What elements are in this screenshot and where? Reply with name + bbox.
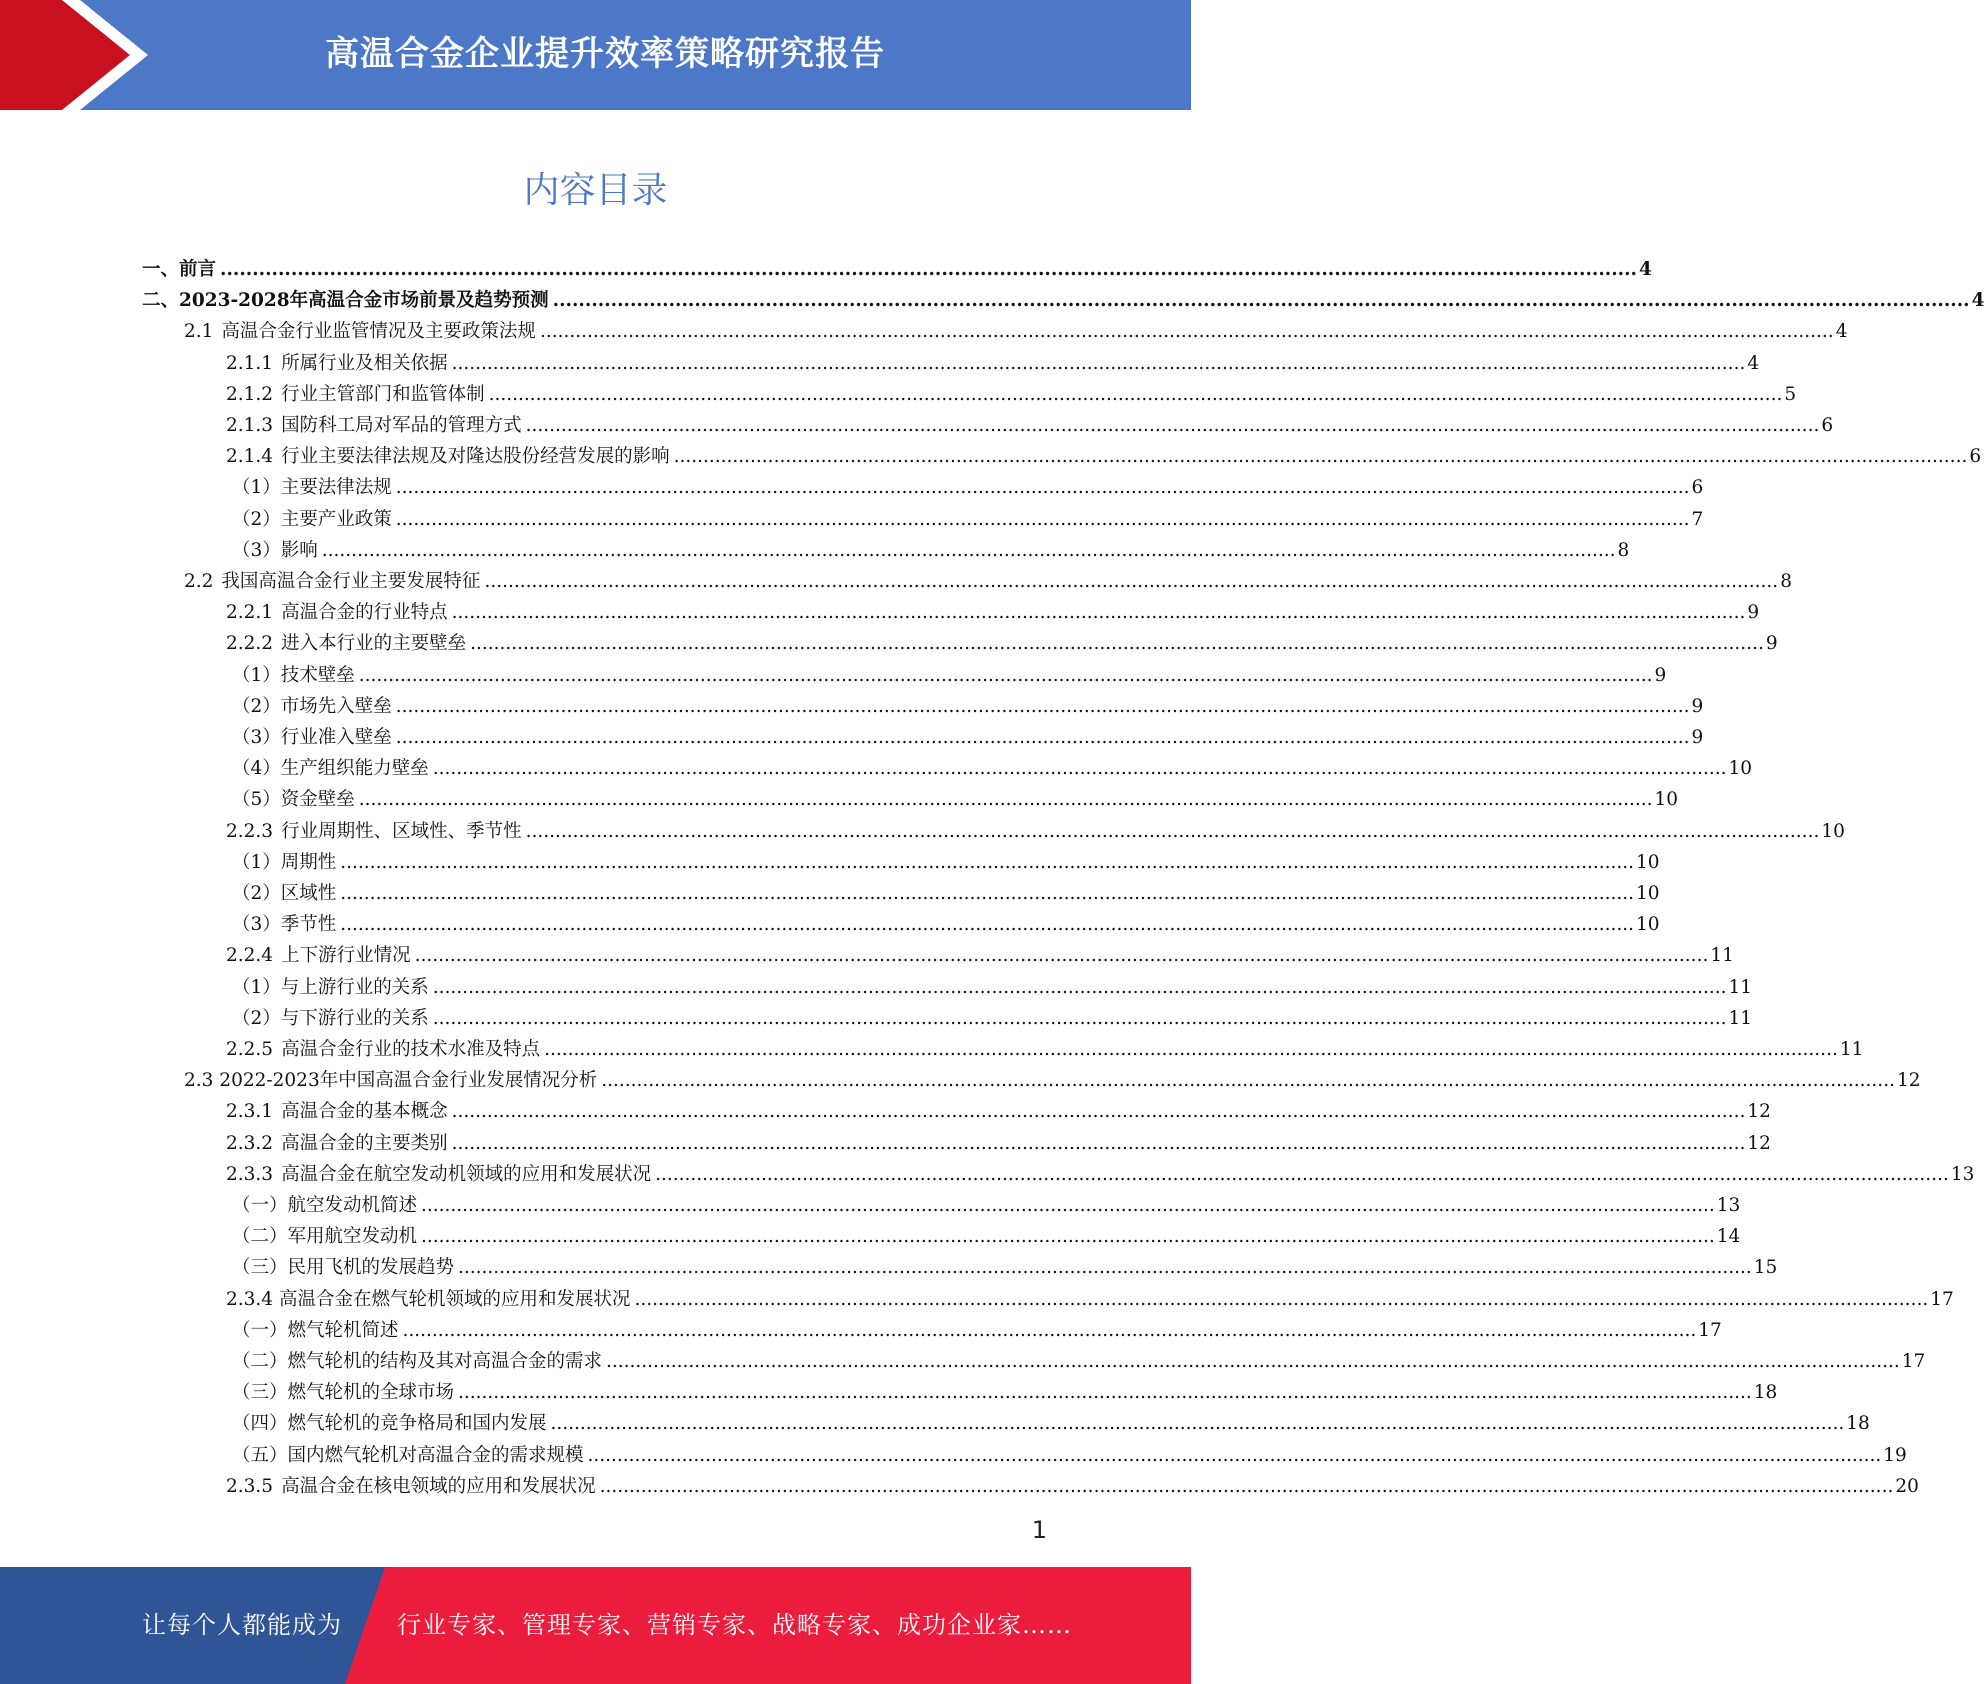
toc-leader-dots: ............................................................................................................................................................................................................................ (634, 1288, 1929, 1310)
toc-entry-title: （2）市场先入壁垒 (232, 695, 392, 717)
toc-entry-page: 13 (1716, 1195, 1741, 1216)
toc-entry-number: 2.1 (184, 321, 214, 343)
toc-entry-page: 4 (1971, 290, 1985, 312)
toc-entry[interactable] (184, 316, 1848, 347)
toc-leader-dots: ............................................................................................................................................................................................................................ (402, 1319, 1697, 1341)
toc-entry-page: 11 (1728, 976, 1753, 998)
toc-entry-title: 高温合金行业监管情况及主要政策法规 (221, 321, 536, 343)
toc-entry-page: 17 (1930, 1288, 1954, 1310)
toc-entry-page: 11 (1728, 1007, 1753, 1029)
toc-entry-title: （四）燃气轮机的竞争格局和国内发展 (232, 1413, 547, 1435)
toc-leader-dots: ............................................................................................................................................................................................................................ (340, 883, 1635, 904)
toc-entry-page: 20 (1895, 1475, 1919, 1497)
toc-leader-dots: ............................................................................................................................................................................................................................ (358, 789, 1653, 811)
toc-leader-dots: ............................................................................................................................................................................................................................ (601, 1070, 1895, 1092)
footer-slogan-left: 让每个人都能成为 (142, 1611, 342, 1639)
toc-entry[interactable] (232, 691, 1704, 722)
toc-heading: 内容目录 (523, 170, 668, 211)
toc-entry-page: 14 (1716, 1226, 1741, 1248)
toc-entry-title: 行业主要法律法规及对隆达股份经营发展的影响 (281, 446, 670, 468)
toc-entry-page: 11 (1710, 945, 1734, 967)
toc-entry-number: 2.2.3 (226, 820, 274, 842)
toc-entry-page: 10 (1821, 820, 1845, 842)
toc-entry-number: 2.1.3 (226, 415, 274, 436)
toc-entry-title: 所属行业及相关依据 (281, 352, 448, 374)
toc-entry[interactable] (226, 379, 1797, 410)
toc-entry-title: 2.3 2022-2023年中国高温合金行业发展情况分析 (184, 1070, 598, 1092)
toc-entry-number: 2.1.1 (226, 352, 274, 374)
toc-entry-number: 2.2.2 (226, 633, 274, 655)
toc-entry-number: 2.2 (184, 571, 214, 592)
toc-entry-title: （1）主要法律法规 (232, 477, 392, 499)
toc-entry-title: 进入本行业的主要壁垒 (281, 633, 467, 655)
toc-entry-page: 6 (1969, 446, 1982, 468)
toc-entry-title: （一）航空发动机简述 (232, 1195, 418, 1216)
toc-entry-page: 10 (1636, 851, 1660, 873)
toc-entry-number: 2.1.2 (226, 383, 274, 405)
toc-entry-number: 2.2.5 (226, 1039, 274, 1060)
toc-entry-title: 二、2023-2028年高温合金市场前景及趋势预测 (142, 290, 549, 312)
toc-leader-dots: ............................................................................................................................................................................................................................ (421, 1226, 1715, 1248)
toc-entry-page: 9 (1691, 727, 1704, 748)
toc-entry-title: （1）技术壁垒 (232, 664, 355, 686)
toc-leader-dots: ............................................................................................................................................................................................................................ (220, 259, 1637, 280)
toc-entry-page: 10 (1636, 883, 1660, 904)
toc-leader-dots: ............................................................................................................................................................................................................................ (550, 1413, 1845, 1435)
toc-entry[interactable] (226, 1034, 1864, 1065)
toc-leader-dots: ............................................................................................................................................................................................................................ (395, 508, 1690, 530)
toc-entry[interactable] (232, 1346, 1926, 1377)
toc-leader-dots: ............................................................................................................................................................................................................................ (432, 758, 1727, 780)
toc-entry-title: 高温合金在核电领域的应用和发展状况 (281, 1475, 596, 1497)
toc-entry-page: 15 (1753, 1257, 1778, 1279)
toc-entry-title: （五）国内燃气轮机对高温合金的需求规模 (232, 1444, 584, 1466)
toc-entry-title: （三）民用飞机的发展趋势 (232, 1257, 455, 1279)
toc-leader-dots: ............................................................................................................................................................................................................................ (673, 446, 1968, 468)
toc-entry-page: 6 (1691, 477, 1704, 499)
toc-entry-title: 我国高温合金行业主要发展特征 (221, 571, 481, 592)
toc-leader-dots: ............................................................................................................................................................................................................................ (488, 383, 1783, 405)
toc-entry-page: 5 (1784, 383, 1797, 405)
toc-entry-title: 高温合金行业的技术水准及特点 (281, 1039, 541, 1060)
toc-entry-title: 高温合金在航空发动机领域的应用和发展状况 (281, 1163, 652, 1185)
toc-entry-title: （1）周期性 (232, 851, 337, 873)
toc-entry-title: （2）与下游行业的关系 (232, 1007, 429, 1029)
toc-leader-dots: ............................................................................................................................................................................................................................ (395, 727, 1690, 748)
toc-entry-page: 9 (1765, 633, 1778, 655)
toc-leader-dots: ............................................................................................................................................................................................................................ (451, 602, 1746, 624)
toc-entry-title: （3）行业准入壁垒 (232, 727, 392, 748)
toc-entry[interactable] (232, 1190, 1741, 1221)
toc-leader-dots: ............................................................................................................................................................................................................................ (340, 851, 1635, 873)
toc-leader-dots: ............................................................................................................................................................................................................................ (432, 976, 1727, 998)
toc-entry-title: （二）燃气轮机的结构及其对高温合金的需求 (232, 1351, 603, 1372)
toc-entry-title: 行业周期性、区域性、季节性 (281, 820, 522, 842)
toc-entry[interactable] (232, 535, 1630, 566)
toc-entry-title: 国防科工局对军品的管理方式 (281, 415, 522, 436)
toc-entry[interactable] (226, 410, 1834, 441)
toc-entry-number: 2.2.4 (226, 945, 274, 967)
toc-leader-dots: ............................................................................................................................................................................................................................ (525, 415, 1820, 436)
toc-entry[interactable] (226, 597, 1760, 628)
toc-entry-page: 8 (1617, 539, 1630, 561)
toc-entry-title: （4）生产组织能力壁垒 (232, 758, 429, 780)
toc-entry-page: 6 (1821, 415, 1834, 436)
toc-entry-title: （2）主要产业政策 (232, 508, 392, 530)
toc-entry-title: 2.3.4 高温合金在燃气轮机领域的应用和发展状况 (226, 1288, 631, 1310)
toc-leader-dots: ............................................................................................................................................................................................................................ (458, 1382, 1752, 1404)
toc-entry[interactable] (232, 753, 1753, 784)
toc-entry-page: 4 (1638, 259, 1652, 280)
toc-entry[interactable] (184, 1065, 1921, 1096)
toc-leader-dots: ............................................................................................................................................................................................................................ (655, 1163, 1949, 1185)
toc-entry-title: 高温合金的行业特点 (281, 602, 448, 624)
toc-entry[interactable] (226, 441, 1982, 472)
toc-entry[interactable] (232, 878, 1660, 909)
toc-entry[interactable] (232, 1315, 1722, 1346)
page-number: 1 (1031, 1516, 1047, 1544)
toc-entry-number: 2.2.1 (226, 602, 274, 624)
toc-leader-dots: ............................................................................................................................................................................................................................ (539, 321, 1834, 343)
toc-entry-number: 2.3.1 (226, 1101, 274, 1123)
toc-entry[interactable] (226, 1159, 1975, 1190)
toc-entry-page: 12 (1747, 1101, 1771, 1123)
toc-entry-page: 18 (1846, 1413, 1870, 1435)
toc-leader-dots: ............................................................................................................................................................................................................................ (470, 633, 1764, 655)
toc-entry[interactable] (142, 285, 1985, 316)
toc-entry[interactable] (226, 628, 1778, 659)
toc-entry[interactable] (226, 940, 1734, 971)
toc-entry-page: 18 (1753, 1382, 1778, 1404)
page-header (0, 0, 1191, 110)
toc-leader-dots: ............................................................................................................................................................................................................................ (484, 571, 1779, 592)
toc-leader-dots: ............................................................................................................................................................................................................................ (451, 1101, 1746, 1123)
toc-entry-page: 9 (1747, 602, 1760, 624)
toc-entry-page: 13 (1950, 1163, 1975, 1185)
toc-entry-page: 4 (1835, 321, 1848, 343)
toc-entry-page: 10 (1636, 914, 1660, 936)
toc-entry[interactable] (232, 1221, 1741, 1252)
toc-entry[interactable] (232, 722, 1704, 753)
toc-entry[interactable] (226, 816, 1845, 847)
toc-leader-dots: ............................................................................................................................................................................................................................ (421, 1195, 1715, 1216)
red-chevron-decoration (0, 0, 160, 110)
toc-leader-dots: ............................................................................................................................................................................................................................ (552, 290, 1970, 312)
toc-entry-title: （5）资金壁垒 (232, 789, 355, 811)
toc-entry-page: 8 (1780, 571, 1792, 592)
toc-leader-dots: ............................................................................................................................................................................................................................ (358, 664, 1653, 686)
toc-entry-title: （二）军用航空发动机 (232, 1226, 418, 1248)
toc-leader-dots: ............................................................................................................................................................................................................................ (321, 539, 1616, 561)
toc-entry[interactable] (232, 1377, 1778, 1408)
toc-entry-page: 19 (1883, 1444, 1907, 1466)
toc-entry-number: 2.3.2 (226, 1132, 274, 1154)
toc-leader-dots: ............................................................................................................................................................................................................................ (587, 1444, 1882, 1466)
toc-entry[interactable] (232, 472, 1704, 503)
toc-entry[interactable] (232, 504, 1704, 535)
toc-entry[interactable] (232, 972, 1753, 1003)
toc-entry[interactable] (226, 1096, 1771, 1127)
toc-entry[interactable] (142, 254, 1652, 285)
toc-entry-page: 11 (1839, 1039, 1864, 1060)
toc-entry[interactable] (232, 1440, 1907, 1471)
toc-entry[interactable] (226, 1284, 1954, 1315)
toc-leader-dots: ............................................................................................................................................................................................................................ (432, 1007, 1727, 1029)
report-title: 高温合金企业提升效率策略研究报告 (325, 34, 885, 74)
toc-entry[interactable] (232, 847, 1660, 878)
toc-entry[interactable] (232, 1408, 1870, 1439)
toc-entry[interactable] (232, 784, 1679, 815)
toc-entry-title: （一）燃气轮机简述 (232, 1319, 399, 1341)
page-footer (0, 1567, 1191, 1684)
toc-entry-number: 2.1.4 (226, 446, 274, 468)
toc-leader-dots: ............................................................................................................................................................................................................................ (599, 1475, 1894, 1497)
toc-entry-title: （3）季节性 (232, 914, 337, 936)
toc-entry-page: 12 (1747, 1132, 1771, 1154)
toc-entry-title: 高温合金的主要类别 (281, 1132, 448, 1154)
toc-leader-dots: ............................................................................................................................................................................................................................ (458, 1257, 1752, 1279)
toc-entry-title: （2）区域性 (232, 883, 337, 904)
toc-entry-page: 4 (1747, 352, 1760, 374)
toc-entry-page: 10 (1728, 758, 1753, 780)
toc-entry-page: 17 (1698, 1319, 1722, 1341)
toc-entry-title: （3）影响 (232, 539, 318, 561)
toc-entry-title: （三）燃气轮机的全球市场 (232, 1382, 455, 1404)
toc-entry-title: 上下游行业情况 (281, 945, 411, 967)
toc-leader-dots: ............................................................................................................................................................................................................................ (340, 914, 1635, 936)
toc-entry-title: （1）与上游行业的关系 (232, 976, 429, 998)
toc-entry[interactable] (226, 1128, 1771, 1159)
toc-leader-dots: ............................................................................................................................................................................................................................ (451, 1132, 1746, 1154)
toc-leader-dots: ............................................................................................................................................................................................................................ (544, 1039, 1838, 1060)
toc-leader-dots: ............................................................................................................................................................................................................................ (414, 945, 1709, 967)
toc-entry-title: 高温合金的基本概念 (281, 1101, 448, 1123)
toc-leader-dots: ............................................................................................................................................................................................................................ (395, 477, 1690, 499)
toc-entry-title: 一、前言 (142, 259, 217, 280)
toc-entry[interactable] (232, 1003, 1753, 1034)
toc-entry[interactable] (232, 660, 1667, 691)
toc-entry-title: 行业主管部门和监管体制 (281, 383, 485, 405)
toc-entry[interactable] (226, 348, 1760, 379)
toc-leader-dots: ............................................................................................................................................................................................................................ (395, 695, 1690, 717)
toc-entry[interactable] (232, 1252, 1778, 1283)
toc-entry-number: 2.3.5 (226, 1475, 274, 1497)
toc-entry-page: 9 (1691, 695, 1704, 717)
toc-entry-page: 10 (1654, 789, 1679, 811)
toc-entry[interactable] (226, 1471, 1919, 1502)
toc-entry-number: 2.3.3 (226, 1163, 274, 1185)
toc-entry-page: 12 (1896, 1070, 1921, 1092)
toc-leader-dots: ............................................................................................................................................................................................................................ (525, 820, 1820, 842)
toc-entry[interactable] (184, 566, 1792, 597)
footer-slogan-right: 行业专家、管理专家、营销专家、战略专家、成功企业家…… (397, 1611, 1072, 1639)
toc-entry-page: 17 (1901, 1351, 1926, 1372)
toc-entry-page: 7 (1691, 508, 1704, 530)
toc-entry-page: 9 (1654, 664, 1667, 686)
toc-leader-dots: ............................................................................................................................................................................................................................ (606, 1351, 1900, 1372)
toc-entry[interactable] (232, 909, 1660, 940)
toc-leader-dots: ............................................................................................................................................................................................................................ (451, 352, 1746, 374)
